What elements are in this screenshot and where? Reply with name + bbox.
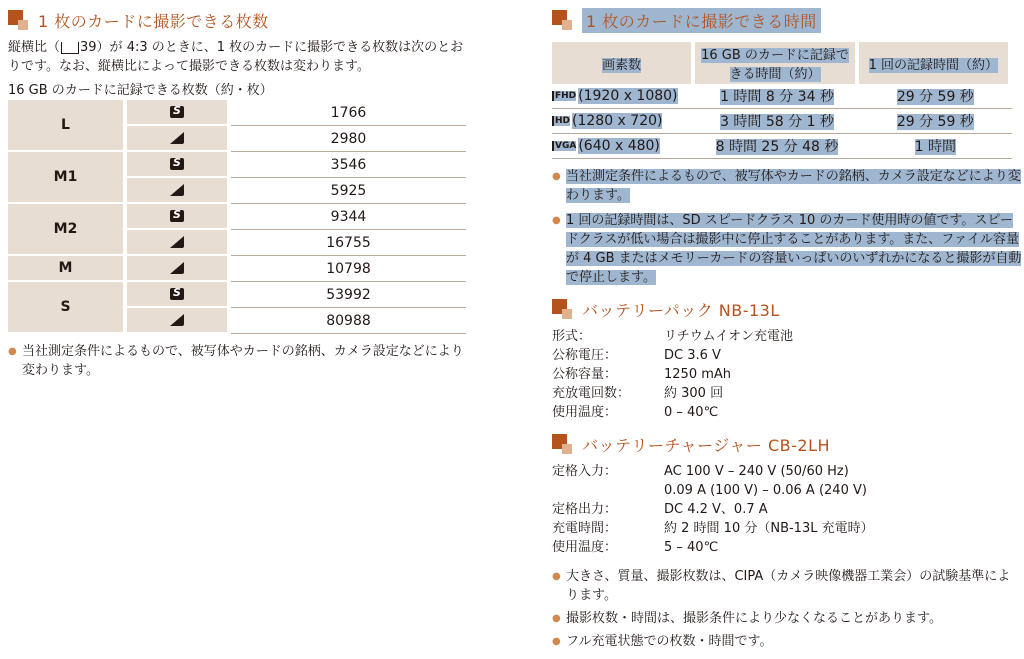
column-header: 画素数 [552, 42, 695, 84]
table-row [8, 282, 466, 308]
spec-row: 公称容量： 1250 mAh [552, 367, 732, 382]
time-cell: 3 時間 58 分 1 秒 [695, 109, 858, 134]
shots-value: 9344 [231, 204, 466, 230]
shots-value: 80988 [231, 308, 466, 334]
single-time-cell: 29 分 59 秒 [859, 109, 1012, 134]
fine-quality-icon [170, 210, 184, 222]
footnote-item: ● フル充電状態での枚数・時間です。 [552, 634, 773, 649]
column-header: 1 回の記録時間（約） [859, 42, 1012, 84]
footnote-item: ● 撮影枚数・時間は、撮影条件により少なくなることがあります。 [552, 611, 942, 626]
heading-square-icon [552, 299, 572, 319]
spec-row: 定格入力： AC 100 V – 240 V (50/60 Hz) [552, 464, 849, 479]
spec-row: 充電時間： 約 2 時間 10 分（NB-13L 充電時） [552, 521, 874, 536]
shots-value: 2980 [231, 126, 466, 152]
section-title: 1 枚のカードに撮影できる枚数 [38, 11, 269, 31]
spec-row: 公称電圧： DC 3.6 V [552, 348, 721, 363]
right-column [552, 0, 1022, 651]
normal-quality-icon [170, 132, 184, 144]
note-item: ● 当社測定条件によるもので、被写体やカードの銘柄、カメラ設定などにより変わります。 [552, 169, 1021, 203]
single-time-cell: 29 分 59 秒 [859, 84, 1012, 109]
battery-specs [552, 327, 1022, 422]
time-cell: 8 時間 25 分 48 秒 [695, 134, 858, 159]
size-cell: L [8, 100, 127, 152]
spec-row: 0.09 A (100 V) – 0.06 A (240 V) [664, 483, 867, 498]
fine-quality-icon [170, 288, 184, 300]
bullet-icon: ● [552, 171, 561, 182]
note-item: ● 当社測定条件によるもので、被写体やカードの銘柄、カメラ設定などにより変わります。 [8, 344, 464, 378]
table-row [8, 256, 466, 282]
size-cell: M1 [8, 152, 127, 204]
section-title: バッテリーチャージャー CB-2LH [582, 435, 831, 455]
bullet-icon: ● [8, 346, 17, 357]
bullet-icon: ● [552, 613, 561, 624]
shots-value: 53992 [231, 282, 466, 308]
resolution-cell: HD (1280 x 720) [552, 109, 695, 134]
shots-value: 10798 [231, 256, 466, 282]
table-row [8, 204, 466, 230]
table-caption: 16 GB のカードに記録できる枚数（約・枚） [8, 83, 273, 98]
table-row [8, 152, 466, 178]
spec-row: 使用温度： 5 – 40℃ [552, 540, 719, 555]
fine-quality-icon [170, 106, 184, 118]
footnote-item: ● 大きさ、質量、撮影枚数は、CIPA（カメラ映像機器工業会）の試験基準によります。 [552, 569, 1011, 603]
left-column [8, 0, 468, 380]
table-row [552, 84, 1012, 109]
fine-quality-icon [170, 158, 184, 170]
normal-quality-icon [170, 262, 184, 274]
bullet-icon: ● [552, 571, 561, 582]
spec-row: 充放電回数： 約 300 回 [552, 386, 724, 401]
heading-square-icon [8, 10, 28, 30]
resolution-cell: FHD (1920 x 1080) [552, 84, 695, 109]
intro-paragraph: 縦横比（ 39）が 4:3 のときに、1 枚のカードに撮影できる枚数は次のとおりです。なお、縦横比によって撮影できる枚数は変わります。 [8, 40, 464, 74]
section-heading-battery [552, 297, 1022, 321]
heading-square-icon [552, 10, 572, 30]
time-cell: 1 時間 8 分 34 秒 [695, 84, 858, 109]
shots-table [8, 100, 466, 334]
movie-quality-icon: VGA [552, 141, 576, 151]
section-heading-time [552, 8, 1022, 32]
movie-quality-icon: FHD [552, 91, 576, 101]
section-heading-shots [8, 8, 468, 32]
table-row [552, 134, 1012, 159]
movie-quality-icon: HD [552, 116, 570, 126]
book-icon[interactable] [61, 42, 79, 54]
normal-quality-icon [170, 184, 184, 196]
bullet-icon: ● [552, 215, 561, 226]
table-row [8, 100, 466, 126]
shots-value: 3546 [231, 152, 466, 178]
size-cell: S [8, 282, 127, 334]
recording-time-table [552, 42, 1012, 159]
bullet-icon: ● [552, 636, 561, 647]
heading-square-icon [552, 434, 572, 454]
section-heading-charger [552, 432, 1022, 456]
shots-value: 16755 [231, 230, 466, 256]
note-item: ● 1 回の記録時間は、SD スピードクラス 10 のカード使用時の値です。スピードクラスが低い場合は撮影中に停止することがあります。また、ファイル容量が 4 GB またはメモリーカードの容量いっぱいのいずれかになると撮影が自動で停止します。 [552, 213, 1022, 285]
spec-row: 定格出力： DC 4.2 V、0.7 A [552, 502, 768, 517]
normal-quality-icon [170, 314, 184, 326]
table-row [552, 109, 1012, 134]
size-cell: M2 [8, 204, 127, 256]
shots-value: 5925 [231, 178, 466, 204]
column-header: 16 GB のカードに記録できる時間（約） [695, 42, 858, 84]
section-title: 1 枚のカードに撮影できる時間 [582, 8, 821, 33]
section-title: バッテリーパック NB-13L [582, 300, 780, 320]
charger-specs [552, 462, 1022, 557]
normal-quality-icon [170, 236, 184, 248]
spec-row: 使用温度： 0 – 40℃ [552, 405, 719, 420]
single-time-cell: 1 時間 [859, 134, 1012, 159]
shots-value: 1766 [231, 100, 466, 126]
resolution-cell: VGA (640 x 480) [552, 134, 695, 159]
spec-row: 形式： リチウムイオン充電池 [552, 329, 793, 344]
size-cell: M [8, 256, 127, 282]
